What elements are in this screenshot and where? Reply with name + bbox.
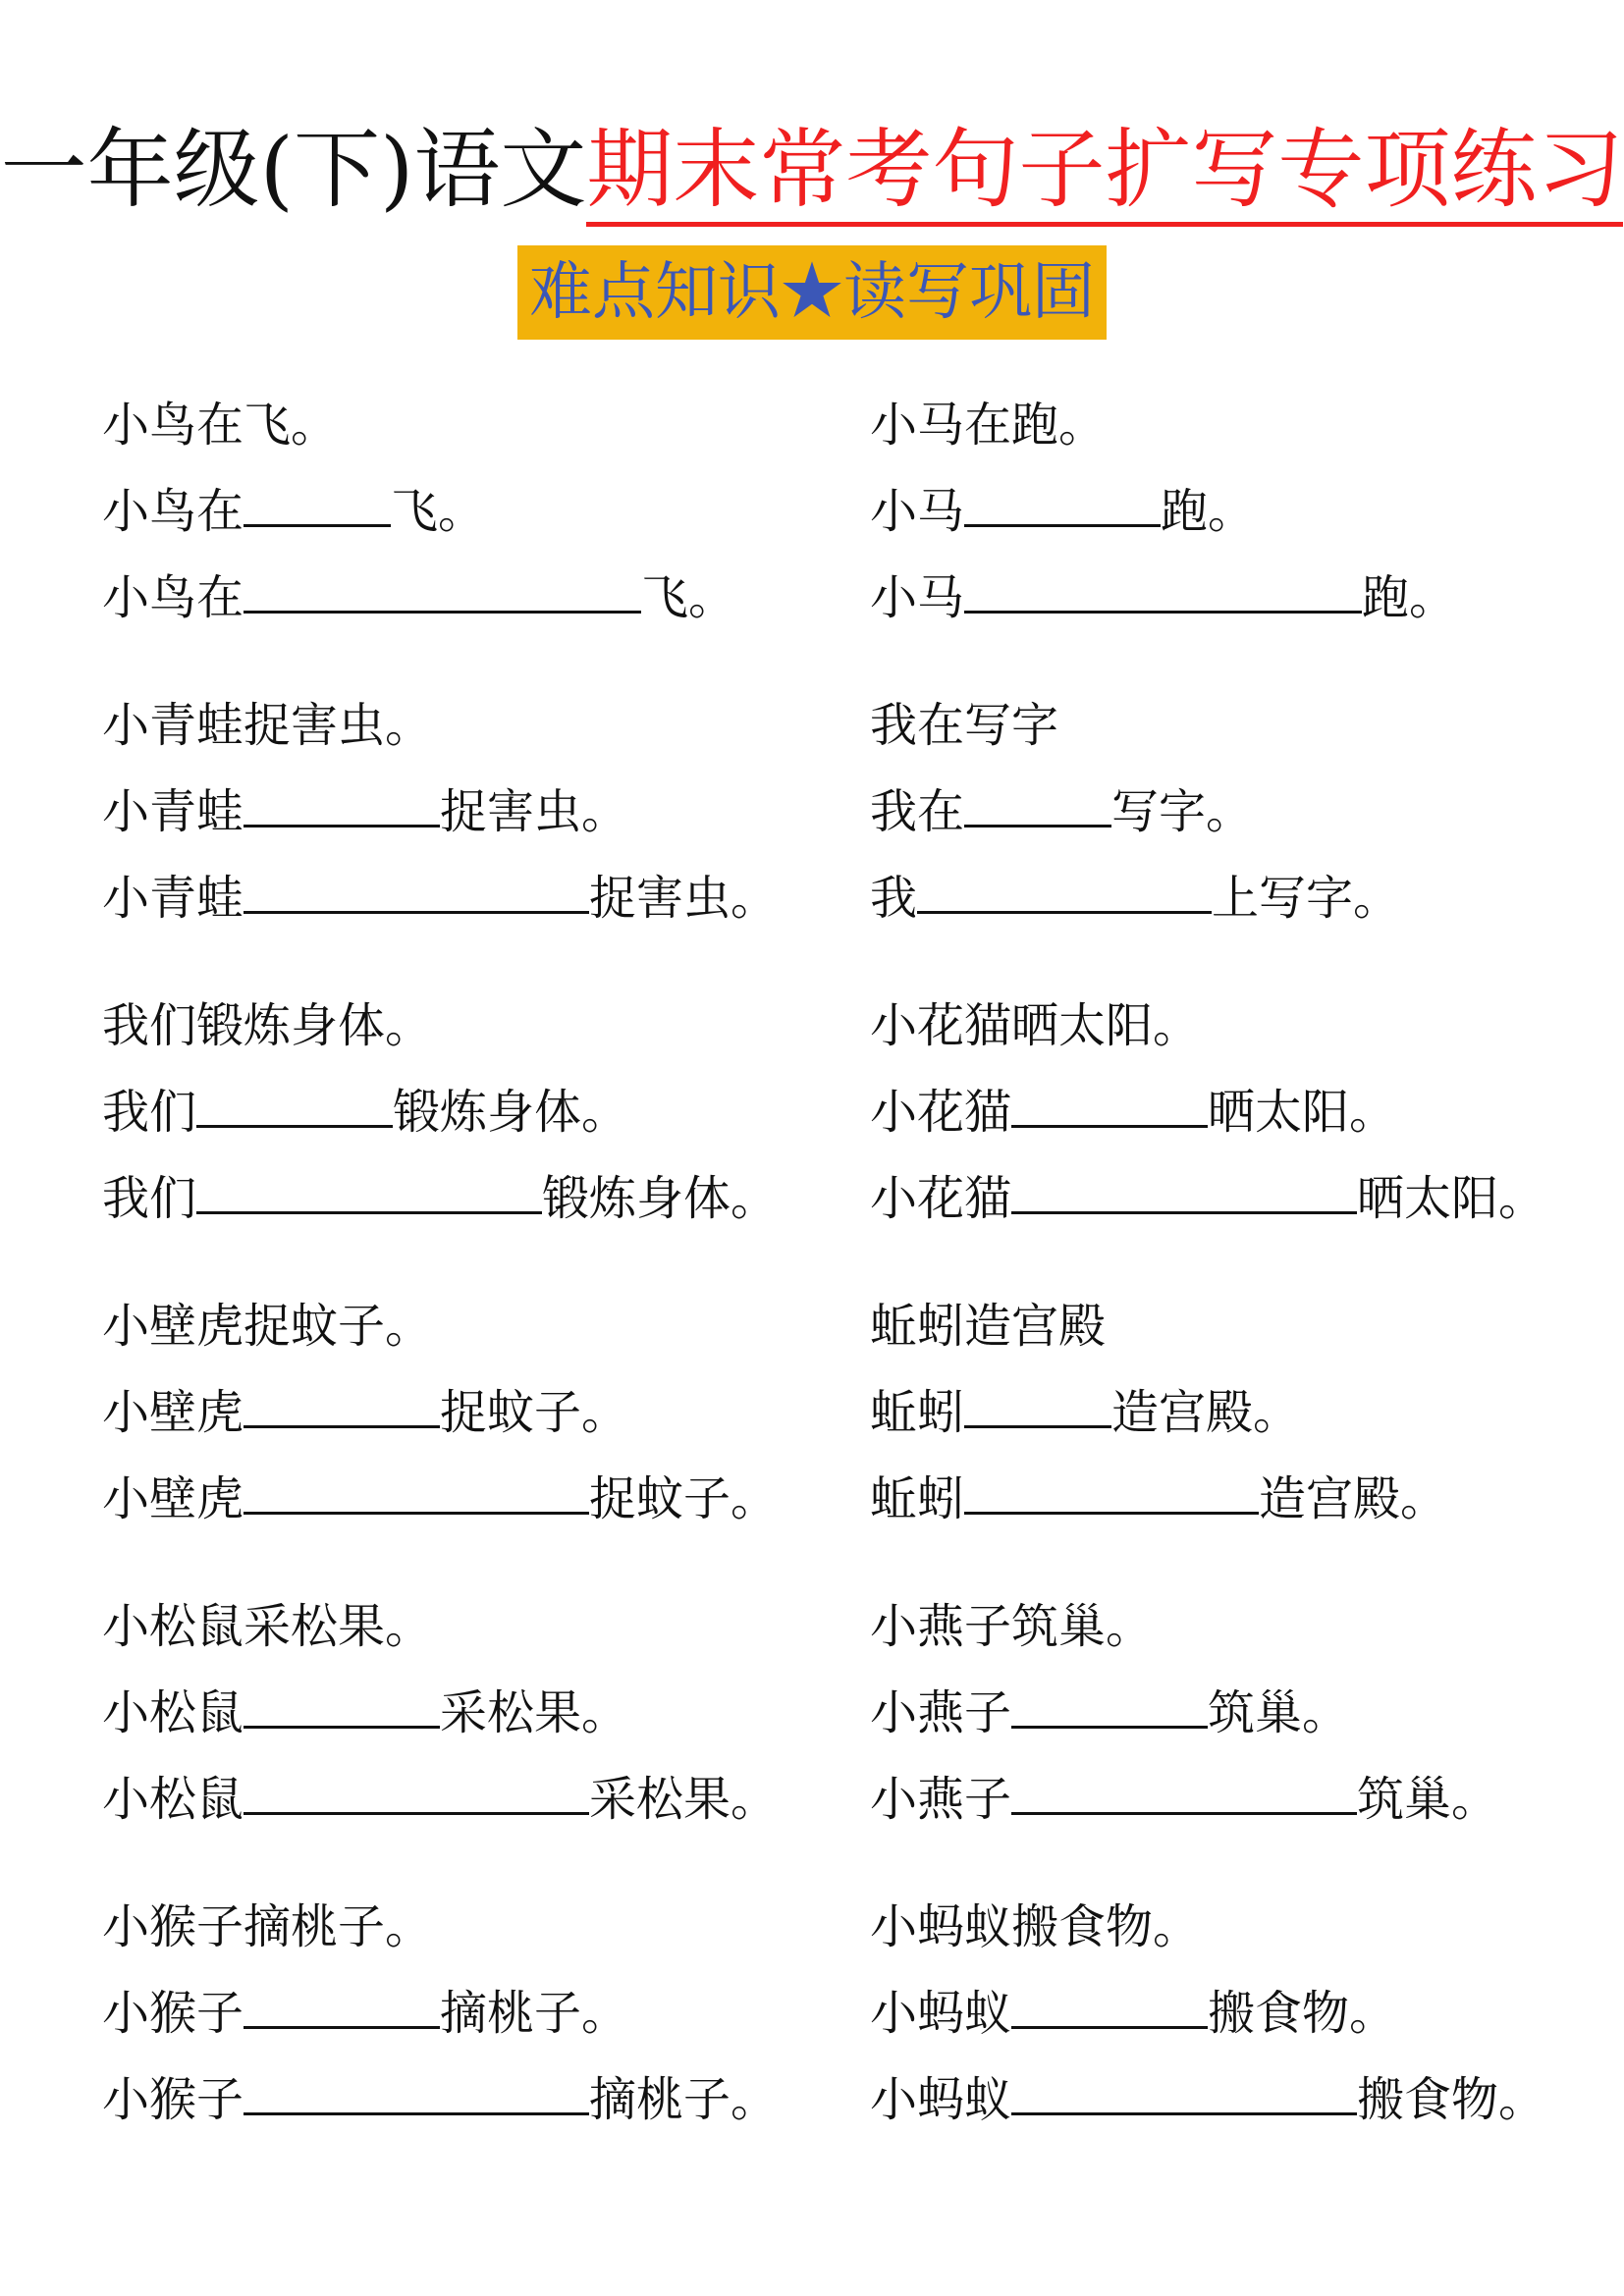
fill-suffix: 摘桃子。 [440, 1986, 629, 2041]
exercise-group [870, 1284, 1616, 1584]
original-sentence: 我们锻炼身体。 [102, 998, 433, 1053]
answer-blank[interactable] [244, 864, 589, 914]
fill-suffix: 搬食物。 [1357, 2072, 1546, 2127]
answer-blank[interactable] [964, 563, 1362, 614]
exercise-group [102, 383, 848, 683]
fill-suffix: 捉蚊子。 [589, 1471, 779, 1526]
right-column [870, 383, 1616, 2185]
answer-blank[interactable] [196, 1078, 393, 1128]
original-sentence: 小蚂蚁搬食物。 [870, 1899, 1201, 1954]
fill-prefix: 我 [870, 871, 918, 926]
answer-blank[interactable] [244, 477, 391, 527]
fill-line-long [102, 1457, 848, 1543]
fill-prefix: 小青蛙 [102, 784, 244, 839]
fill-line-long [102, 856, 848, 942]
fill-line-long [870, 856, 1616, 942]
fill-suffix: 造宫殿。 [1111, 1385, 1301, 1440]
fill-prefix: 我们 [102, 1085, 197, 1140]
fill-prefix: 小蚂蚁 [870, 1986, 1012, 2041]
answer-blank[interactable] [244, 1465, 589, 1515]
fill-suffix: 写字。 [1111, 784, 1254, 839]
fill-suffix: 采松果。 [440, 1685, 629, 1740]
fill-suffix: 摘桃子。 [589, 2072, 779, 2127]
fill-prefix: 小青蛙 [102, 871, 244, 926]
fill-suffix: 捉蚊子。 [440, 1385, 629, 1440]
fill-suffix: 捉害虫。 [440, 784, 629, 839]
fill-prefix: 小花猫 [870, 1085, 1012, 1140]
exercise-group [102, 1885, 848, 2185]
fill-line-short [102, 1370, 848, 1457]
fill-line-short [870, 469, 1616, 556]
answer-blank[interactable] [244, 1679, 440, 1729]
fill-line-short [870, 1370, 1616, 1457]
worksheet-title [0, 116, 1624, 224]
fill-line-long [870, 1757, 1616, 1843]
fill-prefix: 小燕子 [870, 1772, 1012, 1827]
fill-line-short [102, 1070, 848, 1156]
fill-suffix: 捉害虫。 [589, 871, 779, 926]
fill-suffix: 筑巢。 [1357, 1772, 1499, 1827]
fill-line-long [870, 2057, 1616, 2144]
fill-line-short [870, 770, 1616, 856]
answer-blank[interactable] [1011, 1765, 1357, 1815]
title-prefix: 一年级(下)语文 [0, 119, 587, 220]
answer-blank[interactable] [917, 864, 1212, 914]
left-column [102, 383, 848, 2185]
exercise-group [102, 984, 848, 1284]
fill-line-short [102, 770, 848, 856]
fill-prefix: 蚯蚓 [870, 1471, 965, 1526]
fill-line-long [870, 556, 1616, 642]
fill-suffix: 上写字。 [1212, 871, 1401, 926]
fill-line-long [102, 556, 848, 642]
answer-blank[interactable] [244, 563, 641, 614]
answer-blank[interactable] [244, 777, 440, 828]
fill-prefix: 蚯蚓 [870, 1385, 965, 1440]
original-sentence: 小鸟在飞。 [102, 398, 339, 453]
answer-blank[interactable] [244, 1765, 589, 1815]
fill-suffix: 飞。 [641, 570, 736, 625]
answer-blank[interactable] [244, 1979, 440, 2029]
original-sentence: 小花猫晒太阳。 [870, 998, 1201, 1053]
fill-suffix: 跑。 [1161, 484, 1256, 539]
fill-line-short [870, 1070, 1616, 1156]
exercise-group [870, 683, 1616, 984]
answer-blank[interactable] [964, 1465, 1259, 1515]
fill-line-short [102, 1671, 848, 1757]
fill-suffix: 搬食物。 [1208, 1986, 1397, 2041]
fill-line-long [102, 2057, 848, 2144]
title-highlight: 期末常考句子扩写专项练习 [586, 119, 1623, 227]
fill-suffix: 锻炼身体。 [542, 1171, 779, 1226]
fill-prefix: 小松鼠 [102, 1772, 244, 1827]
exercise-group [102, 683, 848, 984]
fill-prefix: 小壁虎 [102, 1385, 244, 1440]
answer-blank[interactable] [1011, 1164, 1357, 1214]
fill-prefix: 小猴子 [102, 1986, 244, 2041]
fill-line-long [870, 1156, 1616, 1243]
fill-prefix: 小花猫 [870, 1171, 1012, 1226]
original-sentence: 我在写字 [870, 698, 1059, 753]
fill-prefix: 我在 [870, 784, 965, 839]
fill-line-long [870, 1457, 1616, 1543]
fill-prefix: 小松鼠 [102, 1685, 244, 1740]
answer-blank[interactable] [964, 1378, 1111, 1428]
fill-prefix: 我们 [102, 1171, 197, 1226]
fill-suffix: 造宫殿。 [1259, 1471, 1448, 1526]
answer-blank[interactable] [1011, 2065, 1357, 2115]
fill-suffix: 采松果。 [589, 1772, 779, 1827]
fill-suffix: 晒太阳。 [1208, 1085, 1397, 1140]
fill-line-short [102, 469, 848, 556]
exercise-group [870, 1584, 1616, 1885]
fill-prefix: 小马 [870, 570, 965, 625]
original-sentence: 小青蛙捉害虫。 [102, 698, 433, 753]
exercise-group [870, 1885, 1616, 2185]
answer-blank[interactable] [196, 1164, 542, 1214]
original-sentence: 蚯蚓造宫殿 [870, 1299, 1107, 1354]
fill-suffix: 晒太阳。 [1357, 1171, 1546, 1226]
answer-blank[interactable] [1011, 1679, 1208, 1729]
fill-prefix: 小鸟在 [102, 484, 244, 539]
fill-line-short [870, 1971, 1616, 2057]
fill-suffix: 筑巢。 [1208, 1685, 1350, 1740]
fill-line-long [102, 1156, 848, 1243]
original-sentence: 小松鼠采松果。 [102, 1599, 433, 1654]
fill-prefix: 小马 [870, 484, 965, 539]
exercise-group [102, 1584, 848, 1885]
exercise-group [102, 1284, 848, 1584]
fill-suffix: 飞。 [391, 484, 486, 539]
fill-prefix: 小鸟在 [102, 570, 244, 625]
answer-blank[interactable] [244, 2065, 589, 2115]
fill-line-short [102, 1971, 848, 2057]
original-sentence: 小燕子筑巢。 [870, 1599, 1154, 1654]
answer-blank[interactable] [244, 1378, 440, 1428]
exercise-group [870, 383, 1616, 683]
exercise-group [870, 984, 1616, 1284]
answer-blank[interactable] [1011, 1078, 1208, 1128]
fill-prefix: 小燕子 [870, 1685, 1012, 1740]
original-sentence: 小猴子摘桃子。 [102, 1899, 433, 1954]
fill-prefix: 小猴子 [102, 2072, 244, 2127]
fill-line-short [870, 1671, 1616, 1757]
fill-prefix: 小壁虎 [102, 1471, 244, 1526]
fill-line-long [102, 1757, 848, 1843]
subtitle-badge: 难点知识★读写巩固 [517, 245, 1107, 340]
subtitle-banner [0, 245, 1624, 340]
fill-suffix: 跑。 [1362, 570, 1457, 625]
fill-suffix: 锻炼身体。 [393, 1085, 629, 1140]
original-sentence: 小马在跑。 [870, 398, 1107, 453]
answer-blank[interactable] [964, 477, 1161, 527]
answer-blank[interactable] [1011, 1979, 1208, 2029]
fill-prefix: 小蚂蚁 [870, 2072, 1012, 2127]
original-sentence: 小壁虎捉蚊子。 [102, 1299, 433, 1354]
answer-blank[interactable] [964, 777, 1111, 828]
